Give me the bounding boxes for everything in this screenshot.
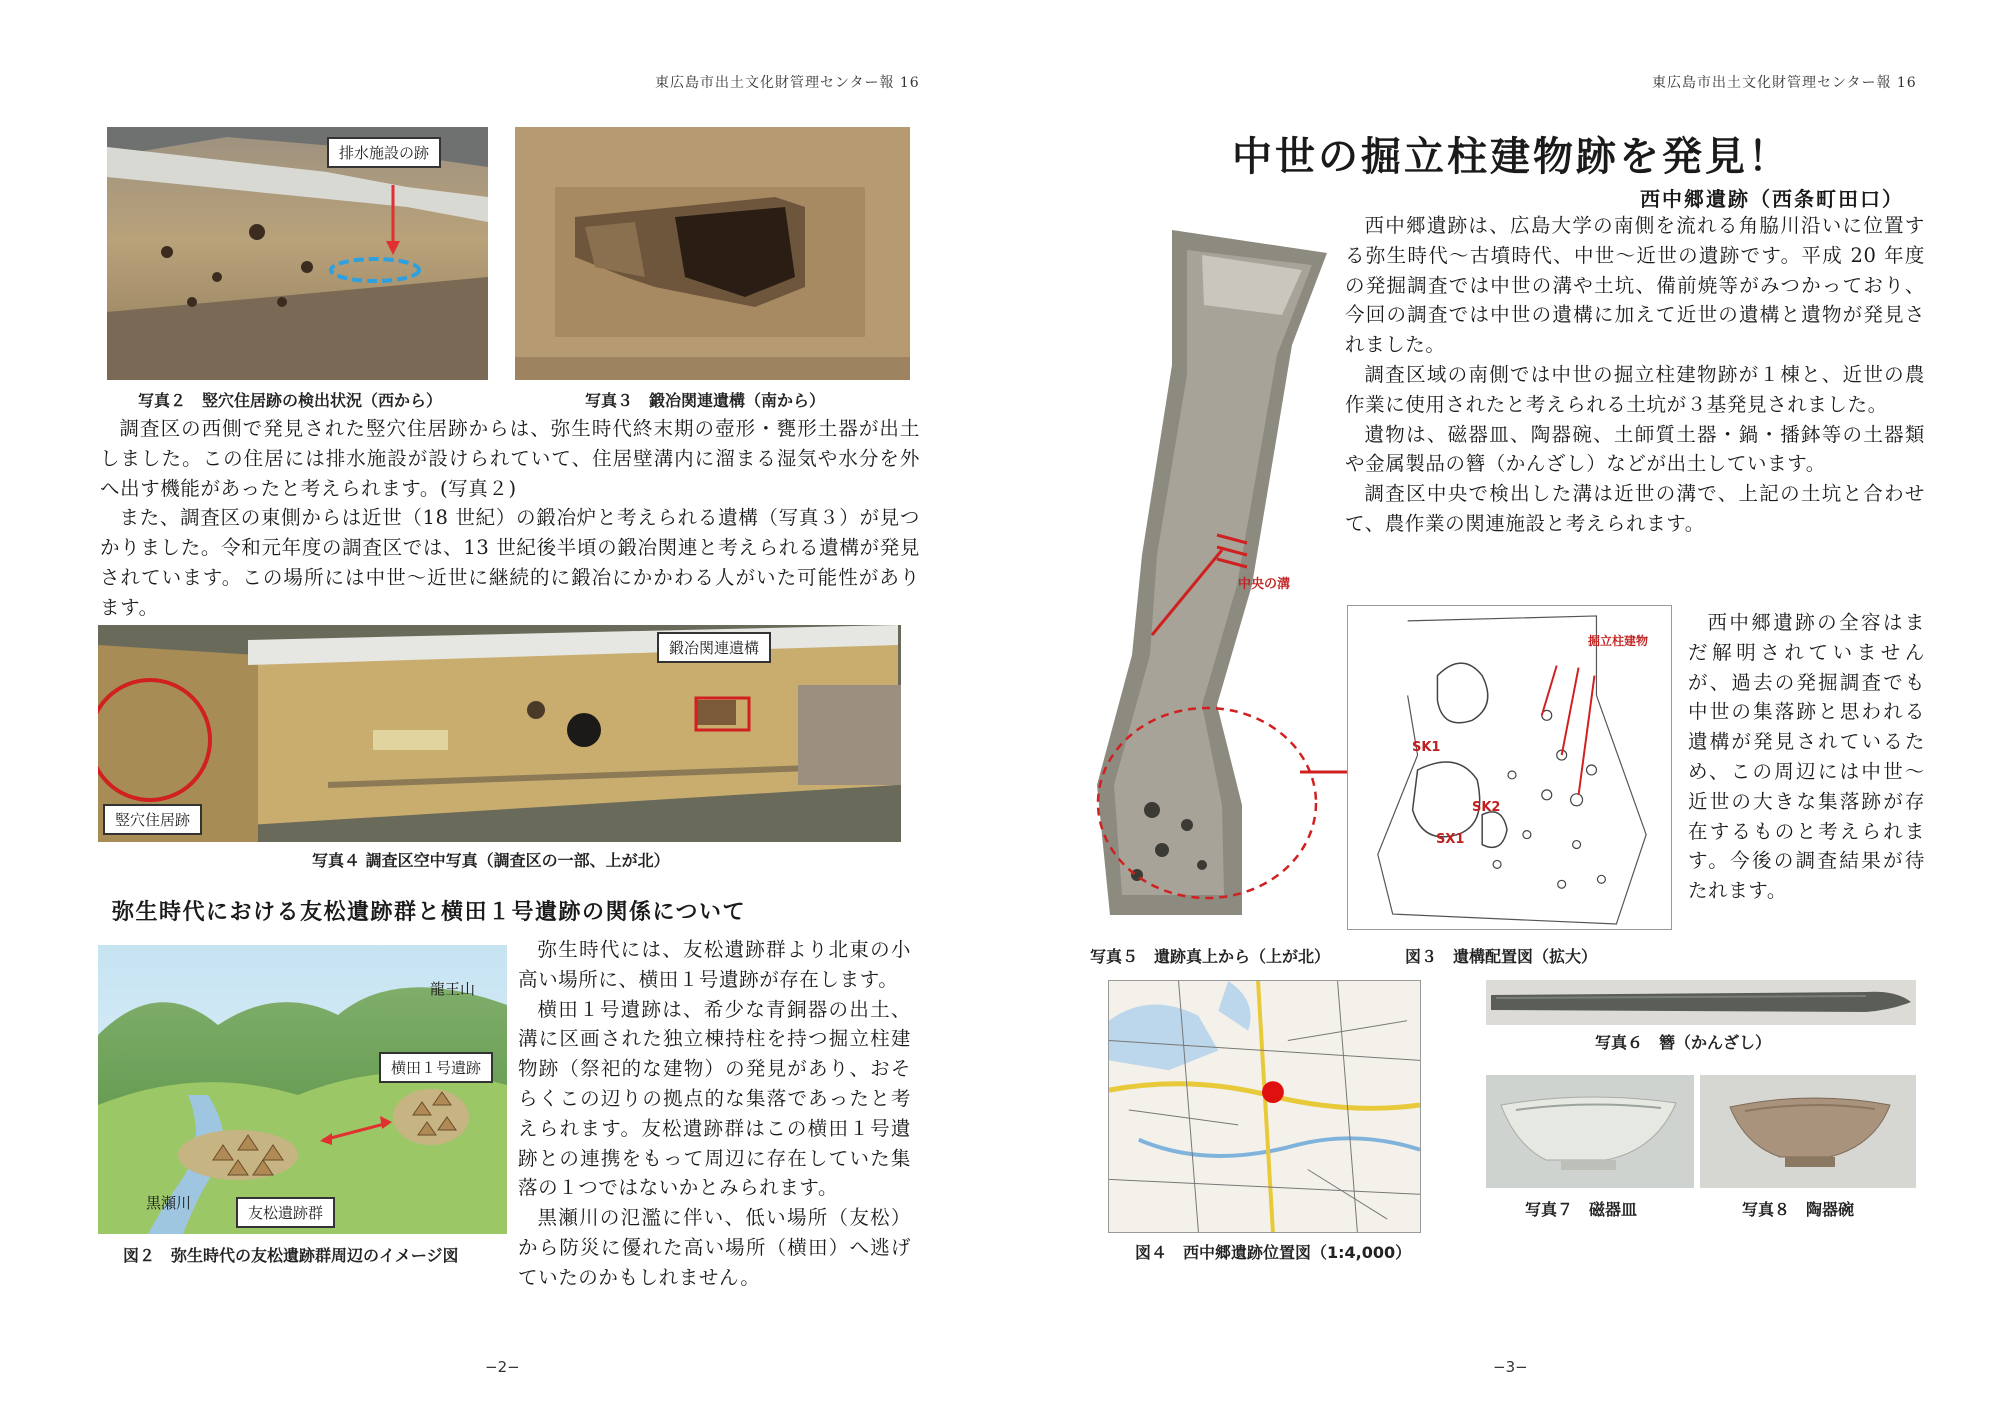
photo-4-aerial — [98, 625, 901, 842]
photo-2-label: 排水施設の跡 — [327, 137, 441, 168]
section-paragraph-3: 黒瀬川の氾濫に伴い、低い場所（友松）から防災に優れた高い場所（横田）へ逃げていたのかもしれません。 — [518, 1206, 911, 1289]
photo-8-pottery-bowl — [1700, 1075, 1916, 1188]
figure-2-label-yokota: 横田１号遺跡 — [379, 1052, 493, 1083]
right-paragraph-3: 遺物は、磁器皿、陶器碗、土師質土器・鍋・播鉢等の土器類や金属製品の簪（かんざし）などが出土しています。 — [1345, 422, 1925, 476]
figure-3-label-sx1: SX1 — [1436, 832, 1465, 847]
figure-4-location-map — [1108, 980, 1421, 1233]
section-paragraph-1: 弥生時代には、友松遺跡群より北東の小高い場所に、横田１号遺跡が存在します。 — [518, 938, 911, 991]
side-paragraph: 西中郷遺跡の全容はまだ解明されていませんが、過去の発掘調査でも中世の集落跡と思われる遺構が発見されているため、この周辺には中世～近世の大きな集落跡が存在するものと考えられます。今後の調査結果が待たれます。 — [1688, 611, 1925, 903]
photo-3-caption: 写真３ 鍛冶関連遺構（南から） — [585, 391, 826, 410]
photo-7-caption: 写真７ 磁器皿 — [1525, 1200, 1638, 1219]
photo-4-label-dwelling: 竪穴住居跡 — [103, 804, 202, 835]
right-page-number: −3− — [1493, 1358, 1528, 1376]
side-body-text — [1688, 608, 1925, 906]
figure-2-label-river: 黒瀬川 — [146, 1194, 192, 1212]
photo-5-caption: 写真５ 遺跡真上から（上が北） — [1090, 947, 1331, 966]
figure-3-label-building: 掘立柱建物 — [1588, 634, 1649, 648]
left-paragraph-1: 調査区の西側で発見された竪穴住居跡からは、弥生時代終末期の壺形・甕形土器が出土しました。この住居には排水施設が設けられていて、住居壁溝内に溜まる湿気や水分を外へ出す機能があったと考えられます。(写真２) — [100, 417, 920, 500]
section-paragraph-2: 横田１号遺跡は、希少な青銅器の出土、溝に区画された独立棟持柱を持つ掘立柱建物跡（祭祀的な建物）の発見があり、おそらくこの辺りの拠点的な集落であったと考えられます。友松遺跡群はこの横田１号遺跡との連携をもって周辺に存在していた集落の１つではないかとみられます。 — [518, 997, 911, 1200]
right-paragraph-2: 調査区域の南側では中世の掘立柱建物跡が１棟と、近世の農作業に使用されたと考えられる土坑が３基発見されました。 — [1345, 362, 1925, 416]
photo-4-label-smithy: 鍛冶関連遺構 — [657, 632, 771, 663]
figure-4-caption: 図４ 西中郷遺跡位置図（1:4,000） — [1135, 1243, 1412, 1262]
right-page-title: 中世の掘立柱建物跡を発見！ — [1232, 134, 1791, 180]
left-page-number: −2− — [485, 1358, 520, 1376]
figure-3-label-sk2: SK2 — [1472, 800, 1501, 815]
right-page-subtitle: 西中郷遺跡（西条町田口） — [1640, 187, 1904, 211]
photo-6-hairpin — [1486, 980, 1916, 1025]
right-paragraph-1: 西中郷遺跡は、広島大学の南側を流れる角脇川沿いに位置する弥生時代～古墳時代、中世～近世の遺跡です。平成 20 年度の発掘調査では中世の溝や土坑、備前焼等がみつかっており、今回の調査では中世の遺構に加えて近世の遺構と遺物が発見されました。 — [1345, 214, 1925, 357]
right-body-text — [1345, 211, 1925, 539]
photo-2-caption: 写真２ 竪穴住居跡の検出状況（西から） — [138, 391, 443, 410]
left-body-text — [100, 414, 920, 623]
figure-3-caption: 図３ 遺構配置図（拡大） — [1405, 947, 1598, 966]
section-body-text — [518, 935, 911, 1293]
figure-3-label-sk1: SK1 — [1412, 740, 1441, 755]
photo-5-label-ditch: 中央の溝 — [1238, 577, 1291, 592]
photo-5-site-overhead — [1092, 225, 1332, 925]
photo-8-caption: 写真８ 陶器碗 — [1742, 1200, 1855, 1219]
photo-7-porcelain-dish — [1486, 1075, 1694, 1188]
figure-3-layout-plan — [1347, 605, 1672, 930]
right-page-header: 東広島市出土文化財管理センター報 16 — [1652, 75, 1917, 91]
photo-3-smithy — [515, 127, 910, 380]
left-page-header: 東広島市出土文化財管理センター報 16 — [655, 75, 920, 91]
figure-2-label-mountain: 龍王山 — [430, 980, 476, 998]
section-title: 弥生時代における友松遺跡群と横田１号遺跡の関係について — [112, 900, 747, 925]
left-paragraph-2: また、調査区の東側からは近世（18 世紀）の鍛冶炉と考えられる遺構（写真３）が見つかりました。令和元年度の調査区では、13 世紀後半頃の鍛冶関連と考えられる遺構が発見されています。この場所には中世～近世に継続的に鍛冶にかかわる人がいた可能性があります。 — [100, 506, 920, 619]
photo-6-caption: 写真６ 簪（かんざし） — [1595, 1033, 1772, 1052]
figure-2-label-tomomatsu: 友松遺跡群 — [236, 1197, 335, 1228]
photo-4-caption: 写真４ 調査区空中写真（調査区の一部、上が北） — [312, 851, 670, 870]
figure-2-caption: 図２ 弥生時代の友松遺跡群周辺のイメージ図 — [123, 1246, 459, 1265]
right-paragraph-4: 調査区中央で検出した溝は近世の溝で、上記の土坑と合わせて、農作業の関連施設と考えられます。 — [1345, 482, 1925, 535]
